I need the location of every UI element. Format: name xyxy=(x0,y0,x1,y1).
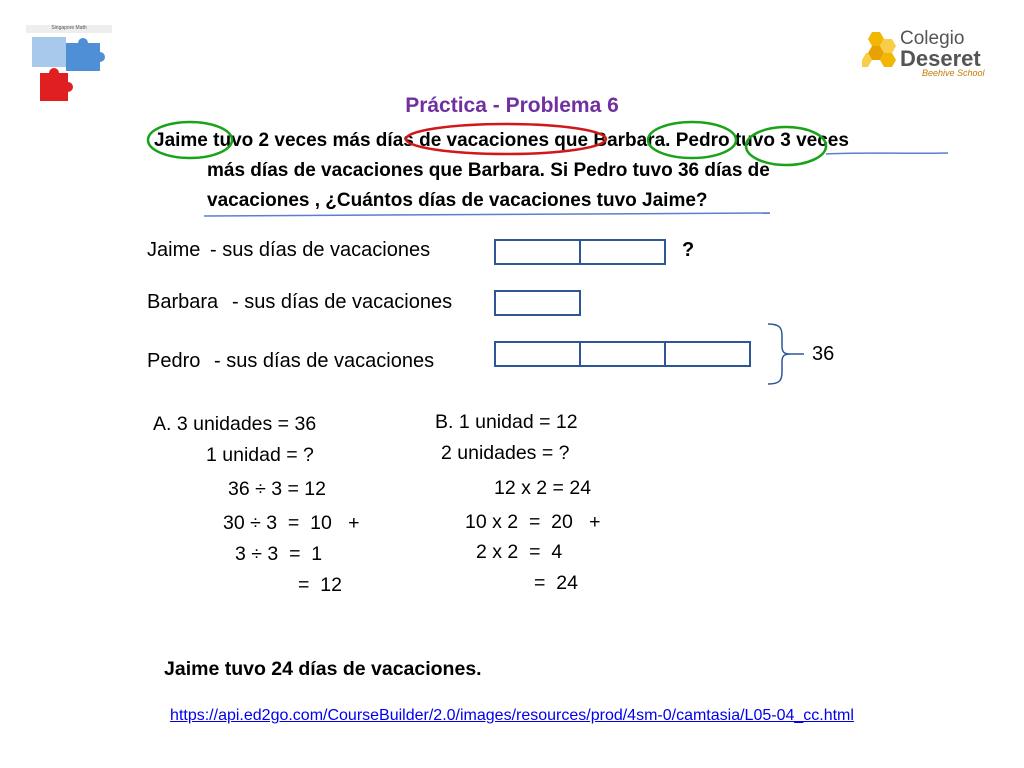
bar-pedro xyxy=(494,341,751,367)
sol-a-line-3: 36 ÷ 3 = 12 xyxy=(228,478,326,500)
puzzle-header: Singapore Math xyxy=(51,25,87,31)
bar-barbara xyxy=(494,290,581,316)
problem-line-1: Jaime tuvo 2 veces más días de vacaciones que Barbara. Pedro tuvo 3 veces xyxy=(154,130,849,151)
sol-b-line-1: B. 1 unidad = 12 xyxy=(435,411,578,433)
sol-a-line-1: A. 3 unidades = 36 xyxy=(153,413,317,435)
row-jaime-desc: - sus días de vacaciones xyxy=(210,239,431,261)
sol-a-line-4: 30 ÷ 3 = 10 + xyxy=(223,512,360,534)
bar-jaime xyxy=(494,239,666,265)
sol-b-line-6: = 24 xyxy=(534,572,578,594)
logo-line1: Colegio xyxy=(900,28,965,49)
sol-b-line-5: 2 x 2 = 4 xyxy=(476,541,563,563)
page-title: Práctica - Problema 6 xyxy=(405,94,619,117)
bar-unit xyxy=(581,241,664,263)
logo-tagline: Beehive School xyxy=(922,68,985,78)
bar-unit xyxy=(581,343,666,365)
logo-line2: Deseret xyxy=(900,46,981,71)
bar-unit xyxy=(496,241,581,263)
sol-a-line-6: = 12 xyxy=(298,574,342,596)
sol-b-line-4: 10 x 2 = 20 + xyxy=(465,511,601,533)
sol-b-line-2: 2 unidades = ? xyxy=(441,442,570,464)
problem-line-3: vacaciones , ¿Cuántos días de vacaciones tuvo Jaime? xyxy=(207,190,708,211)
row-barbara-desc: - sus días de vacaciones xyxy=(232,291,453,313)
problem-line-2: más días de vacaciones que Barbara. Si Pedro tuvo 36 días de xyxy=(207,160,770,181)
row-jaime-name: Jaime xyxy=(147,239,201,261)
sol-a-line-2: 1 unidad = ? xyxy=(206,444,314,466)
question-mark: ? xyxy=(682,239,695,261)
video-link[interactable]: https://api.ed2go.com/CourseBuilder/2.0/images/resources/prod/4sm-0/camtasia/L05-04_cc.html xyxy=(170,707,854,724)
bar-unit xyxy=(666,343,749,365)
brace-icon xyxy=(766,322,806,391)
pedro-total: 36 xyxy=(812,343,835,365)
puzzle-logo xyxy=(26,25,112,105)
bar-unit xyxy=(496,343,581,365)
row-pedro-desc: - sus días de vacaciones xyxy=(214,350,435,372)
honeycomb-icon xyxy=(862,30,900,75)
bar-unit xyxy=(496,292,579,314)
sol-b-line-3: 12 x 2 = 24 xyxy=(494,477,592,499)
row-barbara-name: Barbara xyxy=(147,291,219,313)
sol-a-line-5: 3 ÷ 3 = 1 xyxy=(235,543,323,565)
row-pedro-name: Pedro xyxy=(147,350,201,372)
answer: Jaime tuvo 24 días de vacaciones. xyxy=(164,658,482,680)
